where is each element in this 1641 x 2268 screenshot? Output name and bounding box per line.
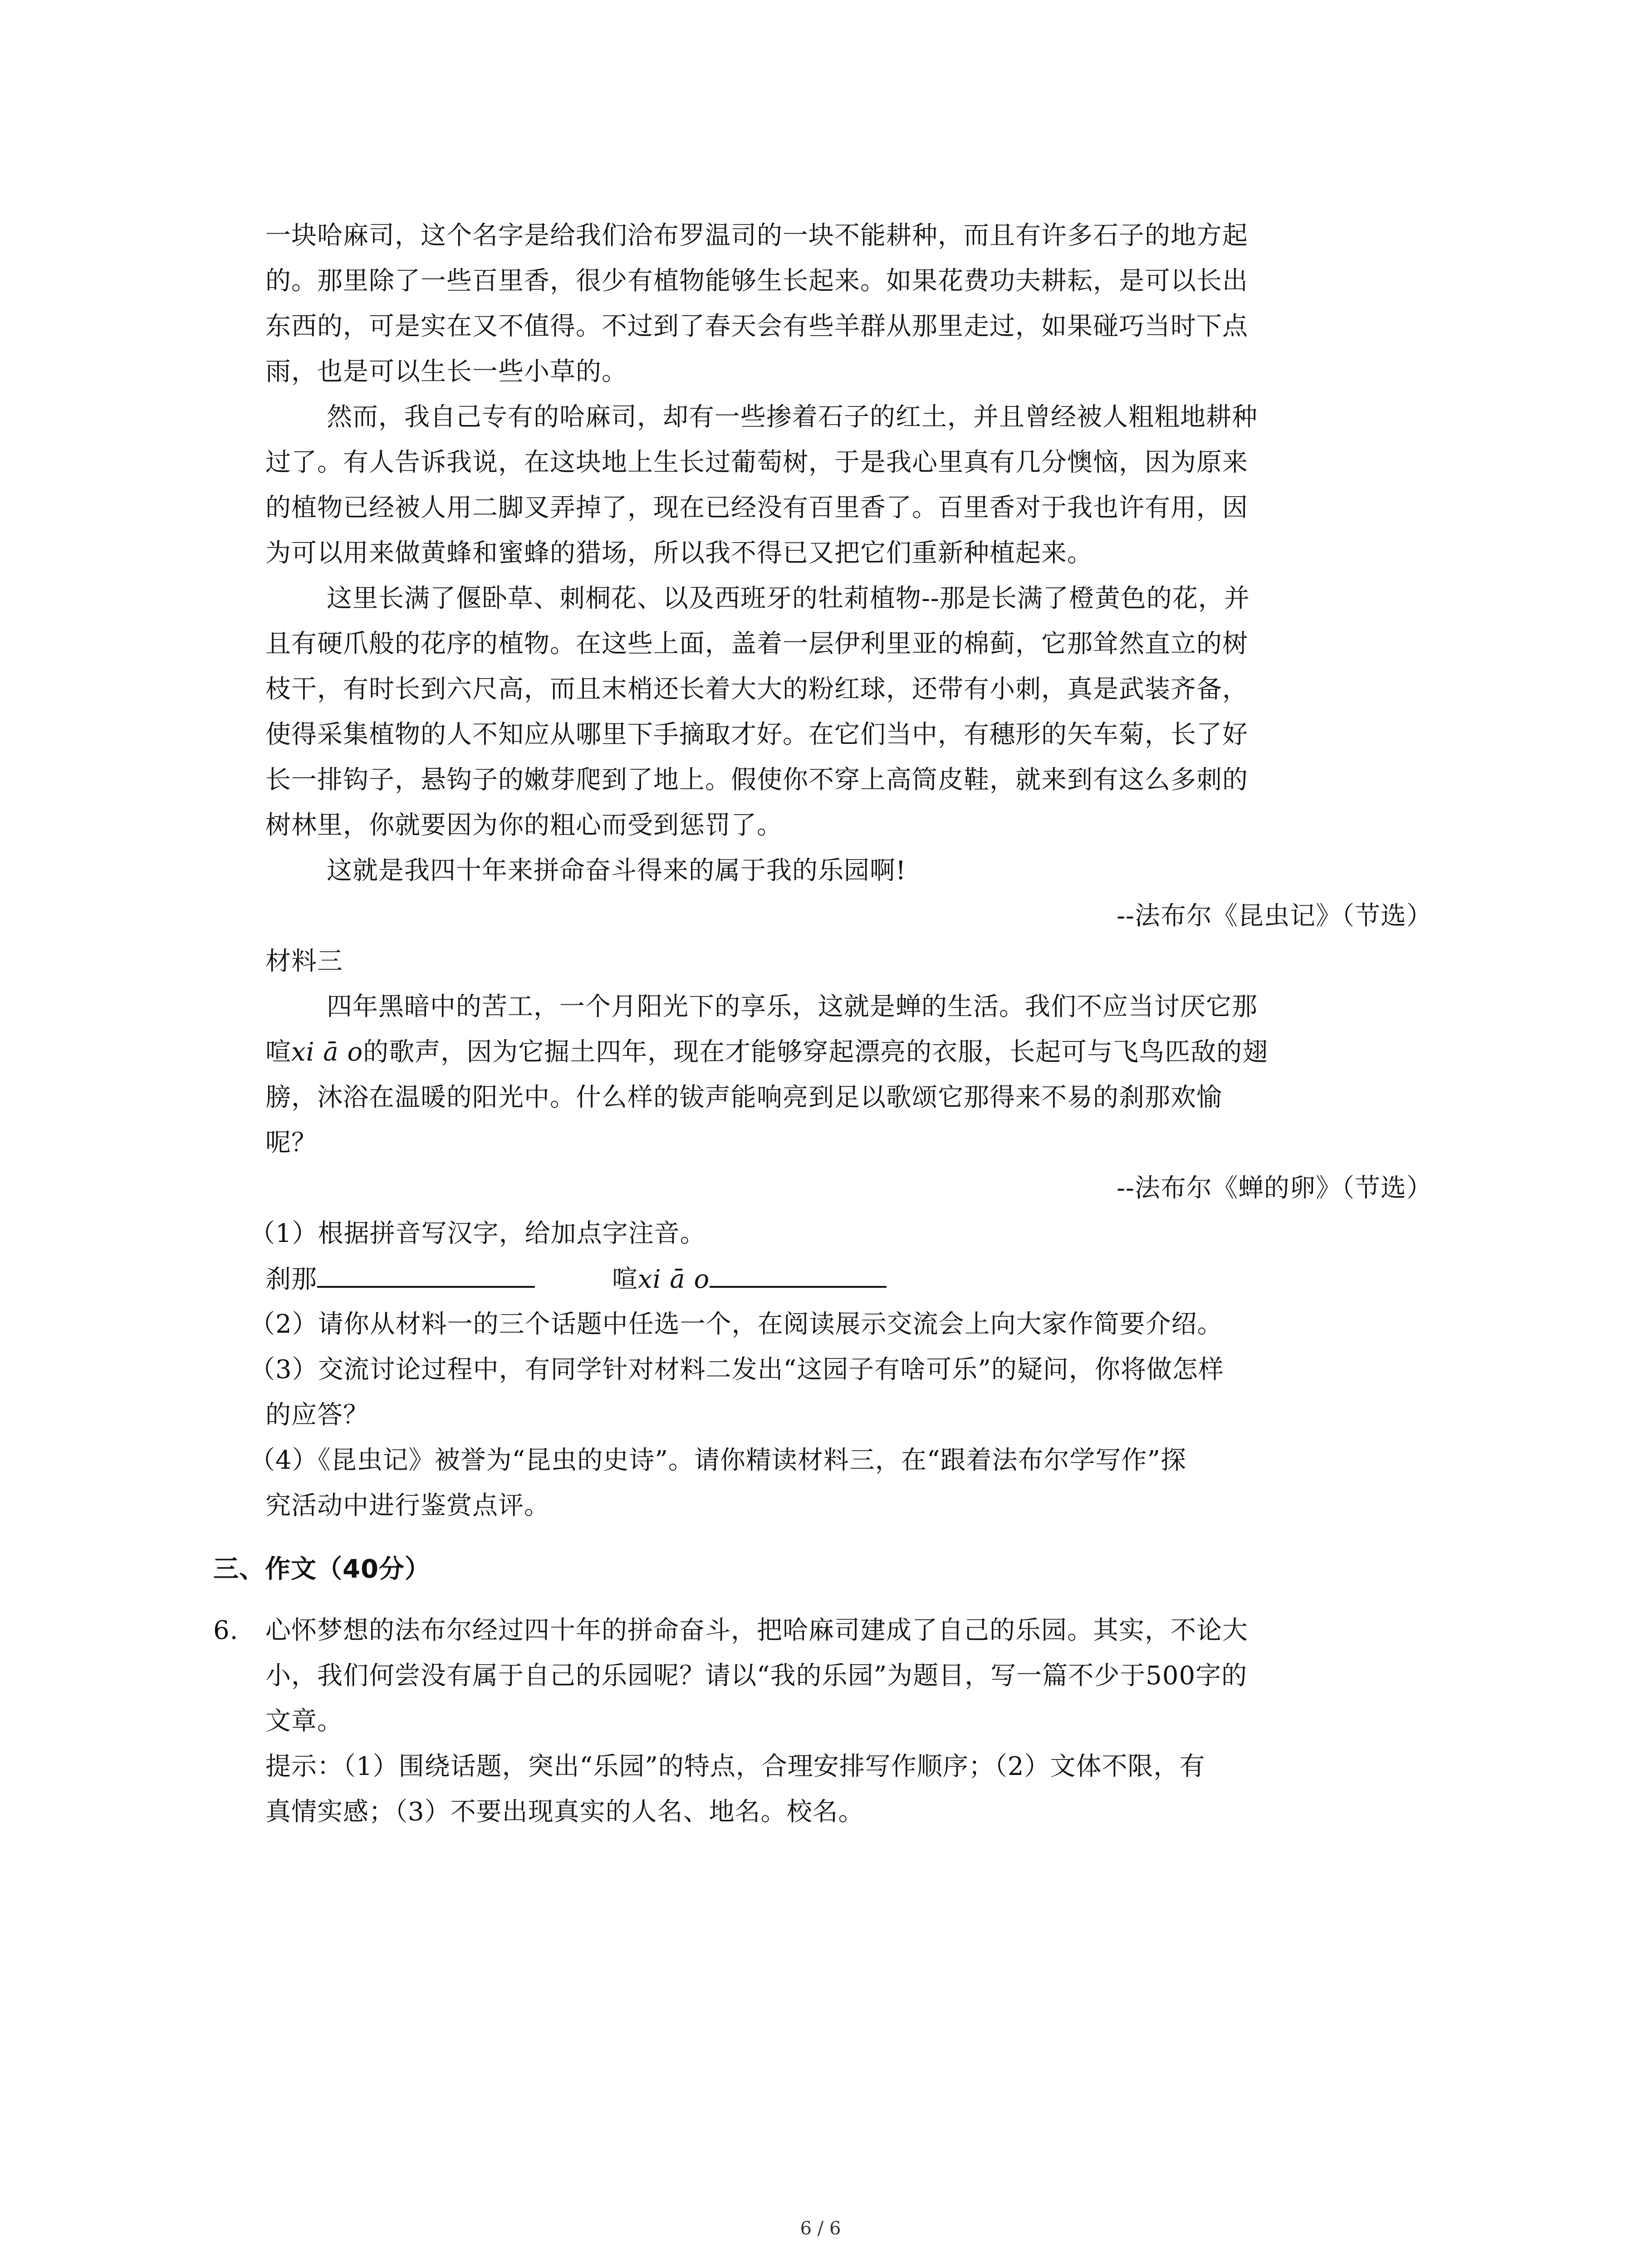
essay-tip-line-2: 真情实感；（3）不要出现真实的人名、地名。校名。 bbox=[265, 1797, 864, 1827]
material3-title: 材料三 bbox=[265, 947, 343, 976]
material2-line-6: 过了。有人告诉我说，在这块地上生长过葡萄树，于是我心里真有几分懊恼，因为原来 bbox=[265, 448, 1248, 477]
material2-line-11: 枝干，有时长到六尺高，而且末梢还长着大大的粉红球，还带有小刺，真是武装齐备， bbox=[265, 675, 1248, 704]
material2-line-1: 一块哈麻司，这个名字是给我们洽布罗温司的一块不能耕种，而且有许多石子的地方起 bbox=[265, 221, 1248, 250]
material3-line-1: 四年黑暗中的苦工，一个月阳光下的享乐，这就是蝉的生活。我们不应当讨厌它那 bbox=[327, 992, 1258, 1022]
material2-line-5: 然而，我自己专有的哈麻司，却有一些掺着石子的红土，并且曾经被人粗粗地耕种 bbox=[327, 402, 1258, 432]
question-1-b-label: 喧 bbox=[612, 1265, 638, 1294]
question-3-line1: （3）交流讨论过程中，有同学针对材料二发出“这园子有啥可乐”的疑问，你将做怎样 bbox=[250, 1355, 1224, 1384]
essay-line-3: 文章。 bbox=[265, 1706, 343, 1736]
question-2: （2）请你从材料一的三个话题中任选一个，在阅读展示交流会上向大家作简要介绍。 bbox=[250, 1310, 1223, 1339]
essay-tip-line-1: 提示：（1）围绕话题，突出“乐园”的特点，合理安排写作顺序；（2）文体不限，有 bbox=[265, 1752, 1205, 1781]
question-1-a-label: 刹那 bbox=[265, 1265, 317, 1294]
answer-blank-1[interactable] bbox=[317, 1263, 535, 1288]
material2-line-14: 树林里，你就要因为你的粗心而受到惩罚了。 bbox=[265, 811, 783, 840]
question-3-line2: 的应答？ bbox=[265, 1400, 369, 1430]
material2-line-12: 使得采集植物的人不知应从哪里下手摘取才好。在它们当中，有穗形的矢车菊，长了好 bbox=[265, 720, 1248, 749]
material2-line-9: 这里长满了偃卧草、刺桐花、以及西班牙的牡莉植物--那是长满了橙黄色的花，并 bbox=[327, 584, 1250, 613]
material2-source: --法布尔《昆虫记》（节选） bbox=[1117, 901, 1432, 931]
material2-line-4: 雨，也是可以生长一些小草的。 bbox=[265, 357, 627, 386]
material3-line-4: 呢？ bbox=[265, 1128, 317, 1158]
essay-line-1: 心怀梦想的法布尔经过四十年的拼命奋斗，把哈麻司建成了自己的乐园。其实，不论大 bbox=[265, 1616, 1248, 1645]
material2-line-13: 长一排钩子，悬钩子的嫩芽爬到了地上。假使你不穿上高筒皮鞋，就来到有这么多刺的 bbox=[265, 765, 1248, 795]
material2-line-15: 这就是我四十年来拼命奋斗得来的属于我的乐园啊! bbox=[327, 856, 906, 885]
material2-line-7: 的植物已经被人用二脚叉弄掉了，现在已经没有百里香了。百里香对于我也许有用，因 bbox=[265, 493, 1248, 523]
material3-pinyin: xi ā o bbox=[291, 1037, 363, 1067]
material2-line-3: 东西的，可是实在又不值得。不过到了春天会有些羊群从那里走过，如果碰巧当时下点 bbox=[265, 312, 1248, 341]
essay-heading: 三、作文（40分） bbox=[213, 1554, 431, 1584]
page-number: 6 / 6 bbox=[800, 2218, 841, 2239]
essay-number: 6. bbox=[213, 1616, 239, 1645]
question-4-line1: （4）《昆虫记》被誉为“昆虫的史诗”。请你精读材料三，在“跟着法布尔学写作”探 bbox=[250, 1446, 1187, 1475]
material2-line-10: 且有硬爪般的花序的植物。在这些上面，盖着一层伊利里亚的棉蓟，它那耸然直立的树 bbox=[265, 629, 1248, 659]
material3-source: --法布尔《蝉的卵》（节选） bbox=[1117, 1173, 1432, 1203]
material3-line-2-post: 的歌声，因为它掘土四年，现在才能够穿起漂亮的衣服，长起可与飞鸟匹敌的翅 bbox=[363, 1037, 1269, 1067]
essay-line-2: 小，我们何尝没有属于自己的乐园呢？请以“我的乐园”为题目，写一篇不少于500字的 bbox=[265, 1661, 1248, 1691]
question-1: （1）根据拼音写汉字，给加点字注音。 bbox=[250, 1219, 706, 1248]
question-4-line2: 究活动中进行鉴赏点评。 bbox=[265, 1491, 550, 1520]
material3-line-2-pre: 喧 bbox=[265, 1037, 291, 1067]
answer-blank-2[interactable] bbox=[710, 1263, 887, 1288]
material2-line-2: 的。那里除了一些百里香，很少有植物能够生长起来。如果花费功夫耕耘，是可以长出 bbox=[265, 266, 1248, 296]
question-1-answers bbox=[265, 1263, 887, 1295]
material2-line-8: 为可以用来做黄蜂和蜜蜂的猎场，所以我不得已又把它们重新种植起来。 bbox=[265, 538, 1093, 568]
material3-line-3: 膀，沐浴在温暖的阳光中。什么样的钹声能响亮到足以歌颂它那得来不易的刹那欢愉 bbox=[265, 1083, 1222, 1112]
question-1-b-pinyin: xi ā o bbox=[638, 1265, 710, 1294]
material3-line-2 bbox=[265, 1036, 1268, 1068]
